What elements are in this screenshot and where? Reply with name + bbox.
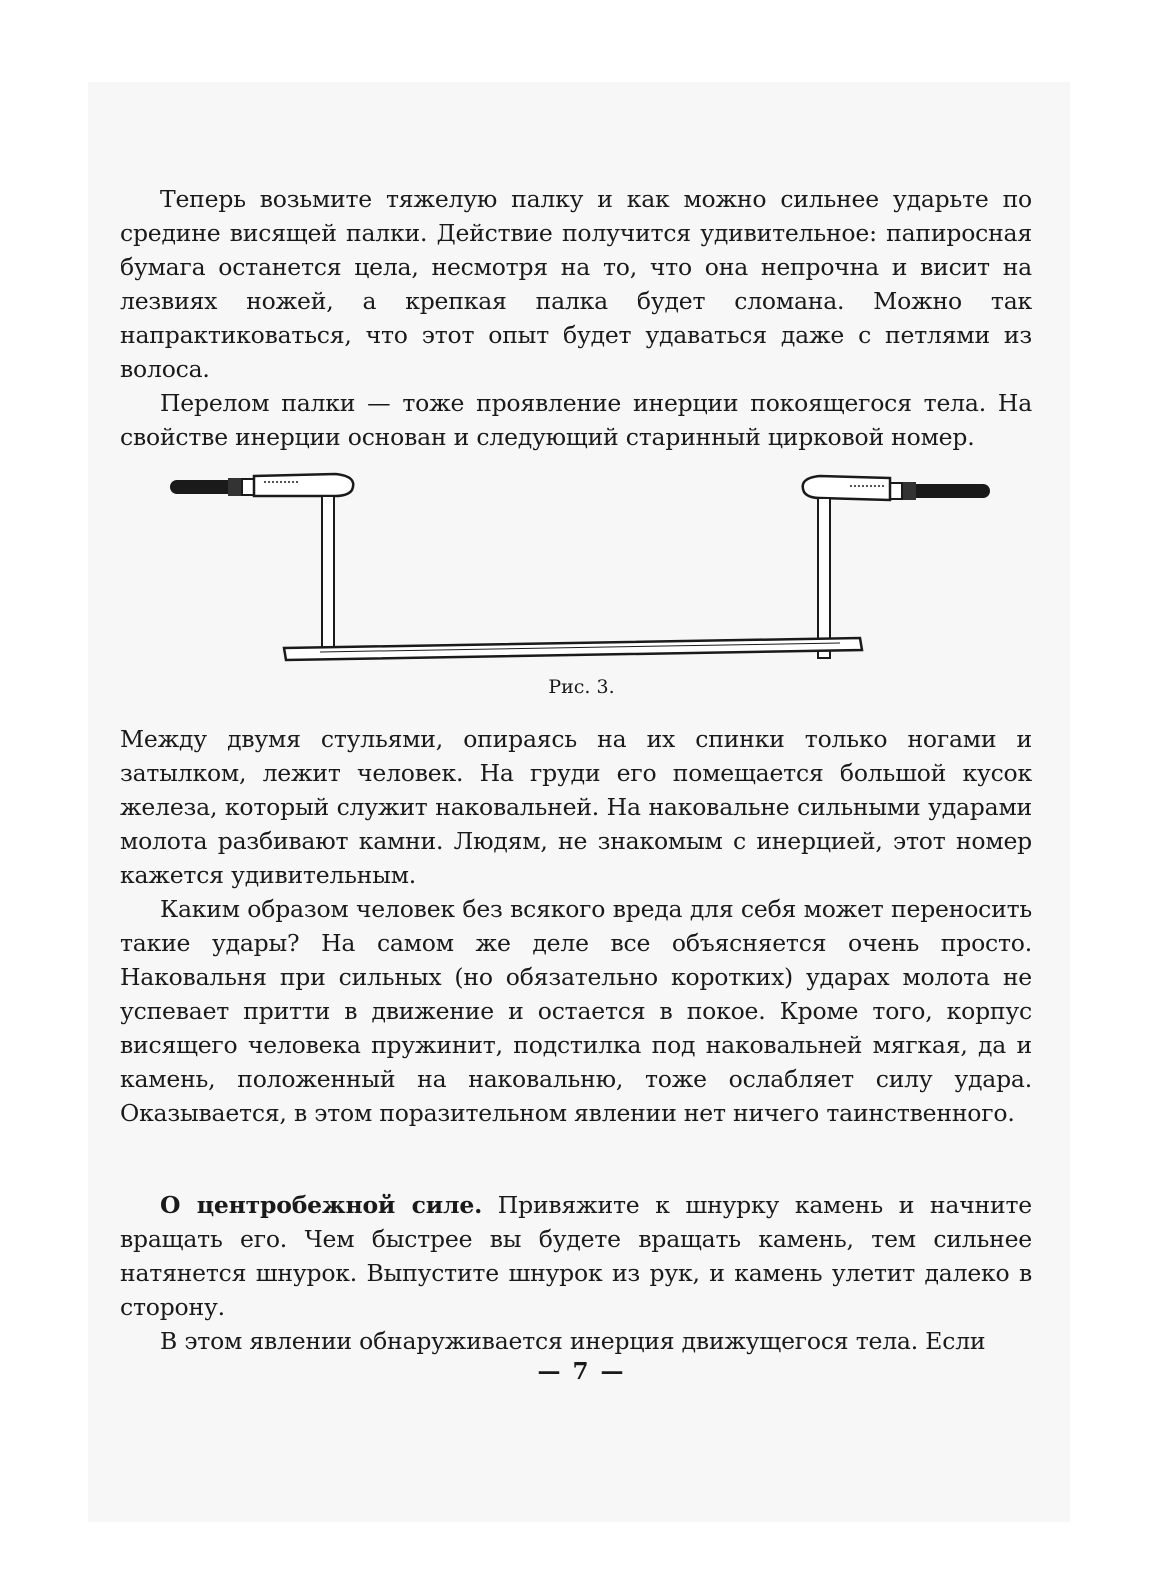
paragraph: В этом явлении обнаруживается инерция движущегося тела. Если — [160, 1327, 986, 1355]
paragraph: Каким образом человек без всякого вреда для себя может переносить такие удары? На самом же деле все объясняется очень просто. Наковальня при сильных (но обязательно коротких) ударах молота не успевает притти в движение и остается в покое. Кроме того, корпус висящего человека пружинит, подстилка под наковальней мягкая, да и камень, положенный на наковальню, тоже ослабляет силу удара. Оказывается, в этом поразительном явлении нет ничего таинственного. — [120, 895, 1032, 1127]
text-block-bottom — [120, 1188, 1032, 1358]
text-block-top — [120, 182, 1032, 454]
paragraph: Перелом палки — тоже проявление инерции покоящегося тела. На свойстве инерции основан и следующий старинный цирковой номер. — [120, 389, 1032, 451]
page-number: — 7 — — [537, 1358, 626, 1385]
paragraph — [120, 1188, 1032, 1324]
right-knife-icon — [803, 476, 990, 658]
paragraph: Теперь возьмите тяжелую палку и как можно сильнее ударьте по средине висящей палки. Действие получится удивительное: папиросная бумага останется цела, несмотря на то, что она непрочна и висит на лезвиях ножей, а крепкая палка будет сломана. Можно так напрактиковаться, что этот опыт будет удаваться даже с петлями из волоса. — [120, 185, 1032, 383]
figure-knives-illustration — [160, 460, 1000, 670]
section-title: О центробежной силе. — [160, 1191, 483, 1219]
text-block-middle — [120, 722, 1032, 1130]
hanging-stick-icon — [284, 638, 862, 660]
paragraph-text: Привяжите к шнурку камень и начните вращать его. Чем быстрее вы будете вращать камень, тем сильнее натянется шнурок. Выпустите шнурок из рук, и камень улетит далеко в сторону. — [120, 1191, 1032, 1321]
paragraph: Между двумя стульями, опираясь на их спинки только ногами и затылком, лежит человек. На груди его помещается большой кусок железа, который служит наковальней. На наковальне сильными ударами молота разбивают камни. Людям, не знакомым с инерцией, этот номер кажется удивительным. — [120, 725, 1032, 889]
figure-caption: Рис. 3. — [548, 676, 615, 698]
left-knife-icon — [170, 474, 353, 656]
